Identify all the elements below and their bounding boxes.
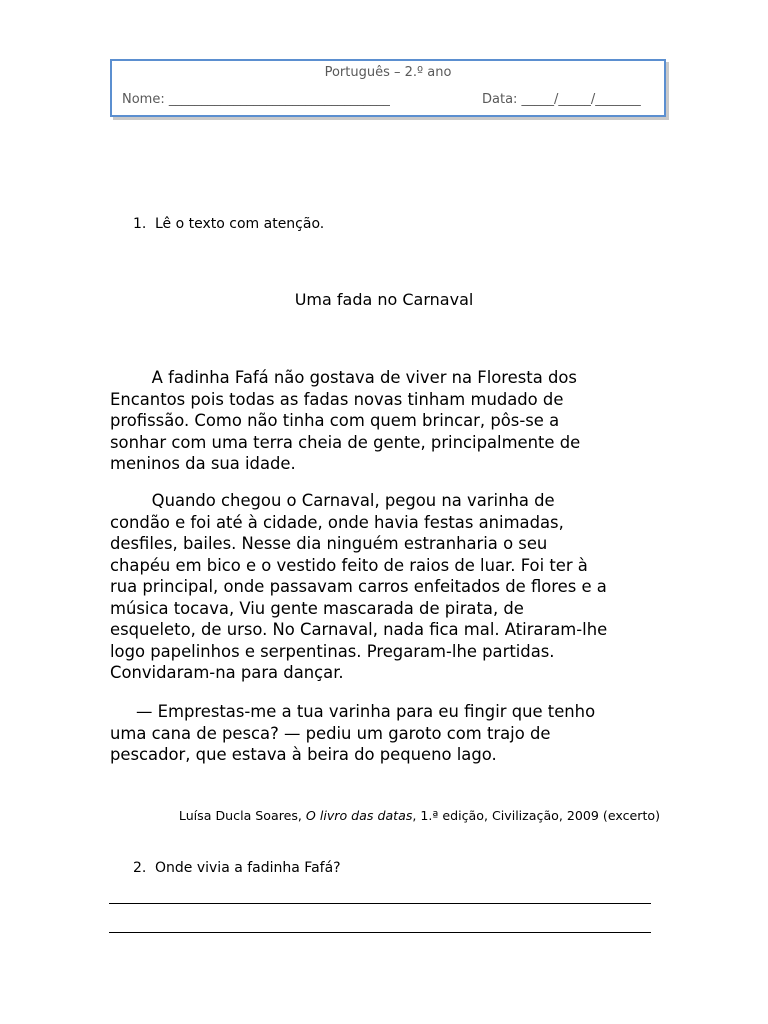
text-line: profissão. Como não tinha com quem brincar, pôs-se a: [110, 411, 560, 430]
text-line: meninos da sua idade.: [110, 454, 296, 473]
question-2: [133, 860, 341, 876]
text-line: Encantos pois todas as fadas novas tinham mudado de: [110, 389, 564, 409]
paragraph-1: [110, 367, 580, 475]
date-field: Data: _____/_____/_______: [482, 92, 641, 107]
answer-line: [109, 903, 651, 904]
citation-author: Luísa Ducla Soares,: [178, 808, 306, 823]
text-line: Quando chegou o Carnaval, pegou na varinha de: [110, 491, 555, 510]
text-line: rua principal, onde passavam carros enfeitados de flores e a: [110, 577, 607, 596]
question-1: [133, 216, 324, 232]
citation-details: , 1.ª edição, Civilização, 2009 (excerto): [412, 808, 660, 823]
text-line: sonhar com uma terra cheia de gente, principalmente de: [110, 432, 581, 452]
source-citation: [0, 808, 660, 823]
worksheet-header: [110, 59, 666, 117]
text-line: desfiles, bailes. Nesse dia ninguém estranharia o seu: [110, 534, 548, 553]
question-number: 1.: [133, 216, 147, 232]
text-line: — Emprestas-me a tua varinha para eu fingir que tenho: [110, 702, 596, 721]
text-line: música tocava, Viu gente mascarada de pirata, de: [110, 598, 524, 618]
text-line: logo papelinhos e serpentinas. Pregaram-lhe partidas.: [110, 641, 555, 661]
story-title: Uma fada no Carnaval: [294, 290, 474, 309]
name-field: Nome: __________________________________: [122, 92, 390, 107]
question-text: Lê o texto com atenção.: [155, 216, 325, 232]
paragraph-3: [110, 701, 595, 766]
text-line: uma cana de pesca? — pediu um garoto com trajo de: [110, 723, 551, 743]
text-line: esqueleto, de urso. No Carnaval, nada fica mal. Atiraram-lhe: [110, 620, 608, 639]
question-text: Onde vivia a fadinha Fafá?: [155, 860, 341, 876]
question-number: 2.: [133, 860, 147, 876]
text-line: Convidaram-na para dançar.: [110, 663, 344, 682]
text-line: pescador, que estava à beira do pequeno lago.: [110, 745, 497, 764]
text-line: chapéu em bico e o vestido feito de raios de luar. Foi ter à: [110, 555, 588, 575]
paragraph-2: [110, 490, 607, 684]
citation-book-title: O livro das datas: [305, 808, 413, 823]
text-line: A fadinha Fafá não gostava de viver na Floresta dos: [110, 368, 577, 387]
subject-title: Português – 2.º ano: [324, 65, 452, 80]
answer-line: [109, 932, 651, 933]
text-line: condão e foi até à cidade, onde havia festas animadas,: [110, 512, 564, 532]
